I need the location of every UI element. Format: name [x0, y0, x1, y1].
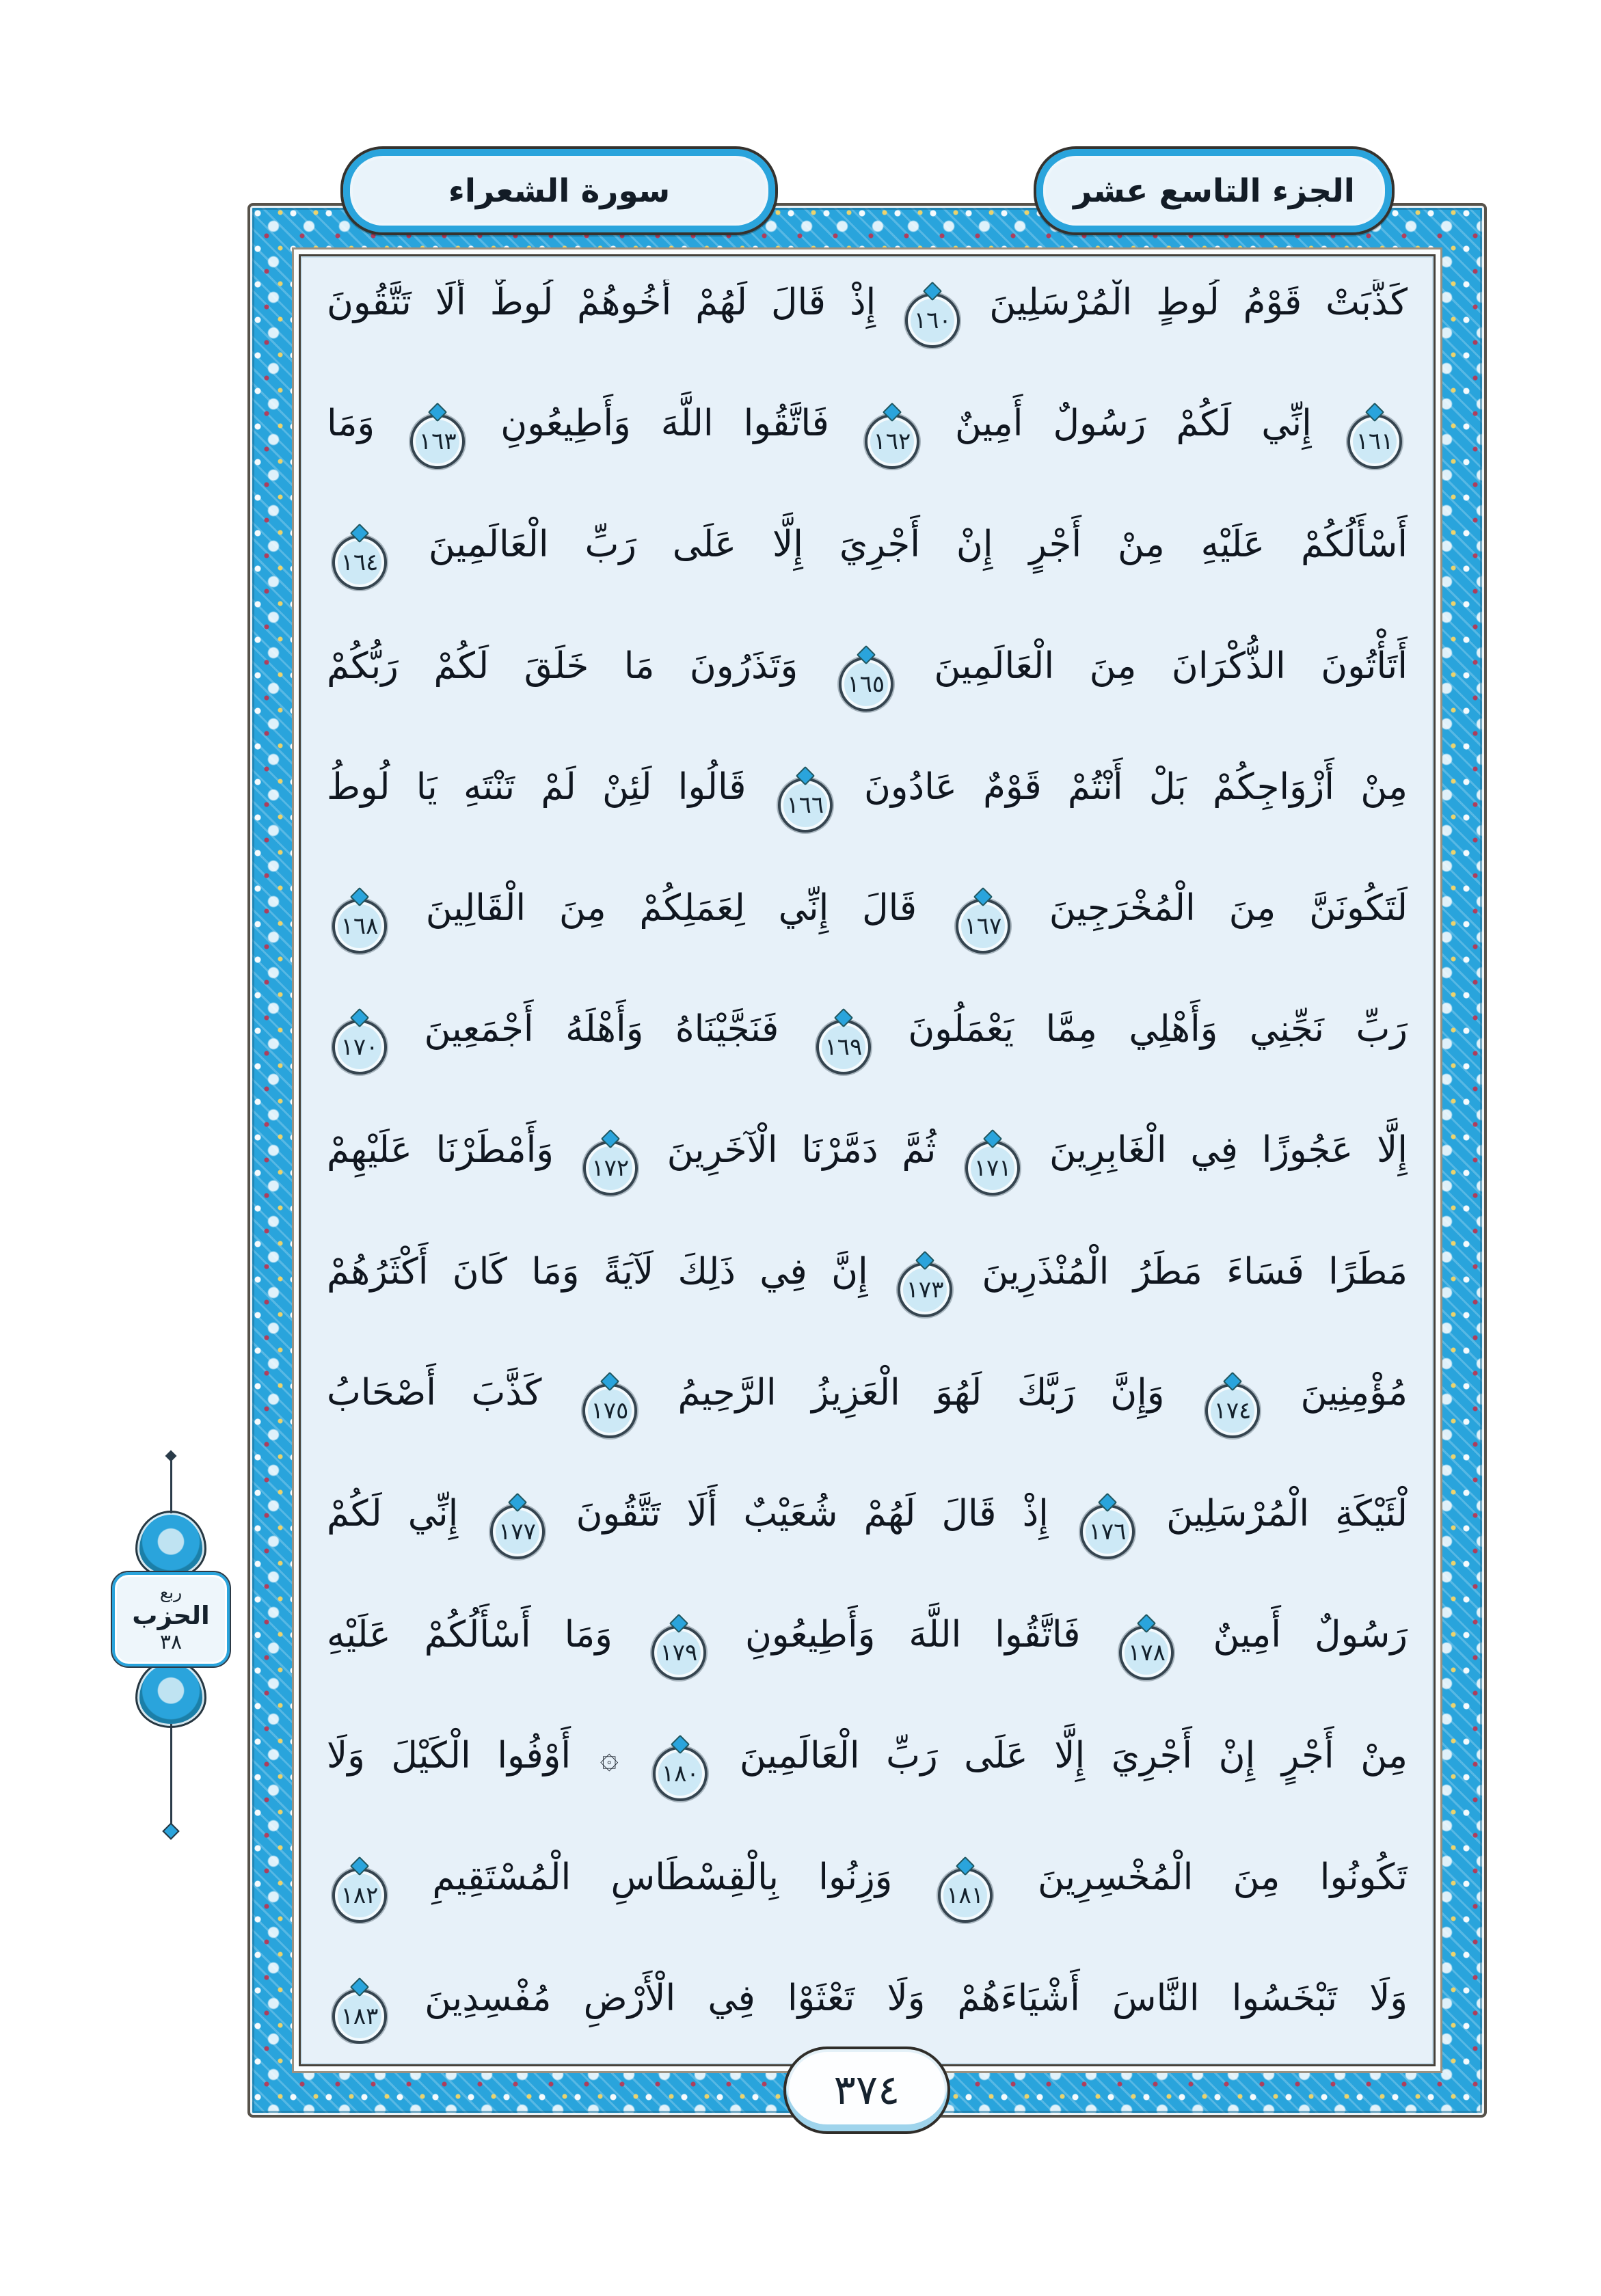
ayah-text: إِذْ قَالَ لَهُمْ شُعَيْبٌ أَلَا تَتَّقُونَ: [576, 1493, 1049, 1535]
verse-number: ١٦٢: [873, 428, 911, 456]
verse-number: ١٧٩: [660, 1639, 698, 1667]
quran-line-9: [327, 1249, 1408, 1317]
verse-number-medallion: [490, 1504, 545, 1559]
quran-line-11: [327, 1491, 1408, 1559]
verse-number: ١٧٢: [591, 1154, 630, 1183]
verse-number-medallion: [1205, 1383, 1260, 1438]
ornament-bulb-bottom: [135, 1660, 206, 1728]
quran-line-6: [327, 885, 1408, 954]
quran-line-13: [327, 1733, 1408, 1801]
quran-line-15: [327, 1975, 1408, 2044]
quran-line-8: [327, 1127, 1408, 1196]
hizb-number: ٣٨: [159, 1630, 183, 1655]
ayah-text: أَسْأَلُكُمْ عَلَيْهِ مِنْ أَجْرٍ إِنْ أَجْرِيَ إِلَّا عَلَى رَبِّ الْعَالَمِينَ: [428, 524, 1408, 566]
verse-number: ١٦١: [1356, 428, 1394, 456]
verse-number-medallion: [865, 414, 919, 469]
ayah-text: فَاتَّقُوا اللَّهَ وَأَطِيعُونِ: [500, 403, 829, 445]
verse-number: ١٦٥: [847, 670, 885, 698]
quran-line-2: [327, 401, 1408, 469]
verse-number-medallion: [965, 1141, 1020, 1196]
verse-number-medallion: [332, 1020, 387, 1075]
ayah-text: وَتَذَرُونَ مَا خَلَقَ لَكُمْ رَبُّكُمْ: [327, 645, 798, 687]
ayah-text: كَذَّبَتْ قَوْمُ لُوطٍ الْمُرْسَلِينَ: [989, 282, 1408, 323]
verse-number-medallion: [898, 1262, 952, 1317]
hizb-word-rub: ربع: [159, 1582, 183, 1602]
ayah-text: وَأَمْطَرْنَا عَلَيْهِمْ: [327, 1129, 554, 1172]
verse-number-medallion: [778, 778, 833, 833]
ayah-text: كَذَّبَ أَصْحَابُ: [327, 1371, 542, 1414]
verse-number: ١٦٧: [964, 913, 1002, 941]
ayah-text: أَتَأْتُونَ الذُّكْرَانَ مِنَ الْعَالَمِينَ: [934, 645, 1408, 687]
verse-number: ١٧١: [973, 1154, 1012, 1183]
ayah-text: مِنْ أَجْرٍ إِنْ أَجْرِيَ إِلَّا عَلَى رَبِّ الْعَالَمِينَ: [739, 1735, 1408, 1777]
verse-number: ١٦٩: [824, 1034, 863, 1062]
quran-line-7: [327, 1006, 1408, 1075]
page-number: ٣٧٤: [833, 2066, 900, 2114]
verse-number-medallion: [1119, 1625, 1174, 1680]
verse-number: ١٦٦: [786, 791, 824, 819]
ayah-text: لَتَكُونَنَّ مِنَ الْمُخْرَجِينَ: [1049, 887, 1408, 930]
quran-line-12: [327, 1612, 1408, 1680]
hizb-quarter-ornament: [94, 1455, 247, 1974]
verse-number-medallion: [332, 1868, 387, 1923]
verse-number: ١٦٨: [340, 913, 379, 941]
rub-el-hizb-star: ۞: [600, 1738, 619, 1776]
surah-label: سورة الشعراء: [448, 172, 671, 210]
verse-number: ١٧٦: [1088, 1518, 1127, 1546]
quran-line-4: [327, 643, 1408, 712]
verse-number-medallion: [410, 414, 465, 469]
ornament-stem: [170, 1455, 172, 1513]
verse-number: ١٨٣: [340, 2002, 379, 2030]
ayah-text: فَنَجَّيْنَاهُ وَأَهْلَهُ أَجْمَعِينَ: [424, 1008, 779, 1051]
verse-number: ١٦٤: [340, 549, 379, 577]
verse-number-medallion: [332, 535, 387, 590]
verse-number: ١٨٢: [340, 1881, 379, 1909]
ayah-text: أَوْفُوا الْكَيْلَ وَلَا: [327, 1735, 571, 1777]
hizb-quarter-panel: [112, 1572, 230, 1666]
ayah-text: وَمَا: [327, 403, 375, 445]
verse-number-medallion: [956, 899, 1010, 954]
verse-number: ١٧٧: [498, 1518, 536, 1546]
verse-number-medallion: [653, 1746, 708, 1801]
hizb-word-alhizb: الحزب: [132, 1600, 210, 1630]
verse-number: ١٦٣: [418, 428, 457, 456]
ornament-bulb-top: [135, 1511, 206, 1579]
ayah-text: إِذْ قَالَ لَهُمْ أَخُوهُمْ لُوطٌ أَلَا تَتَّقُونَ: [327, 282, 876, 323]
verse-number: ١٧٠: [340, 1034, 379, 1062]
ayah-text: مُؤْمِنِينَ: [1300, 1371, 1408, 1414]
verse-number-medallion: [816, 1020, 871, 1075]
page-number-cartouche: [783, 2047, 950, 2134]
ayah-text: رَسُولٌ أَمِينٌ: [1213, 1614, 1408, 1656]
verse-number: ١٧٤: [1213, 1396, 1252, 1424]
text-panel: [299, 254, 1436, 2066]
ornament-tail: [170, 1724, 172, 1833]
verse-number-medallion: [332, 1989, 387, 2044]
juz-header-tab: [1034, 146, 1395, 235]
ayah-text: لْئَيْكَةِ الْمُرْسَلِينَ: [1166, 1493, 1408, 1535]
verse-number: ١٧٥: [591, 1396, 629, 1424]
quran-lines: [327, 280, 1408, 2044]
ayah-text: قَالُوا لَئِنْ لَمْ تَنْتَهِ يَا لُوطُ: [327, 766, 746, 808]
verse-number: ١٧٨: [1128, 1639, 1166, 1667]
ayah-text: إِنِّي لَكُمْ رَسُولٌ أَمِينٌ: [954, 403, 1312, 445]
verse-number: ١٧٣: [906, 1275, 944, 1304]
ayah-text: وَلَا تَبْخَسُوا النَّاسَ أَشْيَاءَهُمْ وَلَا تَعْثَوْا فِي الْأَرْضِ مُفْسِدِينَ: [425, 1977, 1408, 2019]
ayah-text: إِنَّ فِي ذَلِكَ لَآيَةً وَمَا كَانَ أَكْثَرُهُمْ: [327, 1250, 868, 1293]
quran-line-1: [327, 280, 1408, 348]
ayah-text: وَإِنَّ رَبَّكَ لَهُوَ الْعَزِيزُ الرَّحِيمُ: [677, 1371, 1165, 1414]
ayah-text: تَكُونُوا مِنَ الْمُخْسِرِينَ: [1038, 1856, 1408, 1898]
quran-line-3: [327, 522, 1408, 590]
verse-number-medallion: [839, 657, 893, 712]
verse-number: ١٨١: [946, 1881, 984, 1909]
ayah-text: إِنِّي لَكُمْ: [327, 1493, 459, 1535]
verse-number-medallion: [582, 1383, 637, 1438]
verse-number-medallion: [651, 1625, 706, 1680]
surah-header-tab: [340, 146, 778, 235]
ayah-text: قَالَ إِنِّي لِعَمَلِكُمْ مِنَ الْقَالِينَ: [425, 887, 917, 930]
quran-line-14: [327, 1854, 1408, 1923]
ayah-text: وَمَا أَسْأَلُكُمْ عَلَيْهِ: [327, 1614, 613, 1656]
quran-line-5: [327, 764, 1408, 833]
verse-number: ١٨٠: [661, 1760, 699, 1788]
ayah-text: مِنْ أَزْوَاجِكُمْ بَلْ أَنْتُمْ قَوْمٌ عَادُونَ: [864, 766, 1408, 808]
verse-number-medallion: [1347, 414, 1402, 469]
verse-number-medallion: [905, 293, 960, 348]
ayah-text: فَاتَّقُوا اللَّهَ وَأَطِيعُونِ: [744, 1614, 1081, 1656]
verse-number-medallion: [332, 899, 387, 954]
ayah-text: إِلَّا عَجُوزًا فِي الْغَابِرِينَ: [1049, 1129, 1408, 1172]
ayah-text: مَطَرًا فَسَاءَ مَطَرُ الْمُنْذَرِينَ: [982, 1250, 1408, 1293]
verse-number: ١٦٠: [913, 307, 952, 334]
verse-number-medallion: [1080, 1504, 1135, 1559]
juz-label: الجزء التاسع عشر: [1073, 172, 1355, 210]
ayah-text: ثُمَّ دَمَّرْنَا الْآخَرِينَ: [667, 1129, 937, 1172]
ayah-text: رَبِّ نَجِّنِي وَأَهْلِي مِمَّا يَعْمَلُونَ: [908, 1008, 1408, 1051]
verse-number-medallion: [583, 1141, 638, 1196]
quran-line-10: [327, 1370, 1408, 1438]
ayah-text: وَزِنُوا بِالْقِسْطَاسِ الْمُسْتَقِيمِ: [432, 1856, 893, 1898]
verse-number-medallion: [938, 1868, 993, 1923]
